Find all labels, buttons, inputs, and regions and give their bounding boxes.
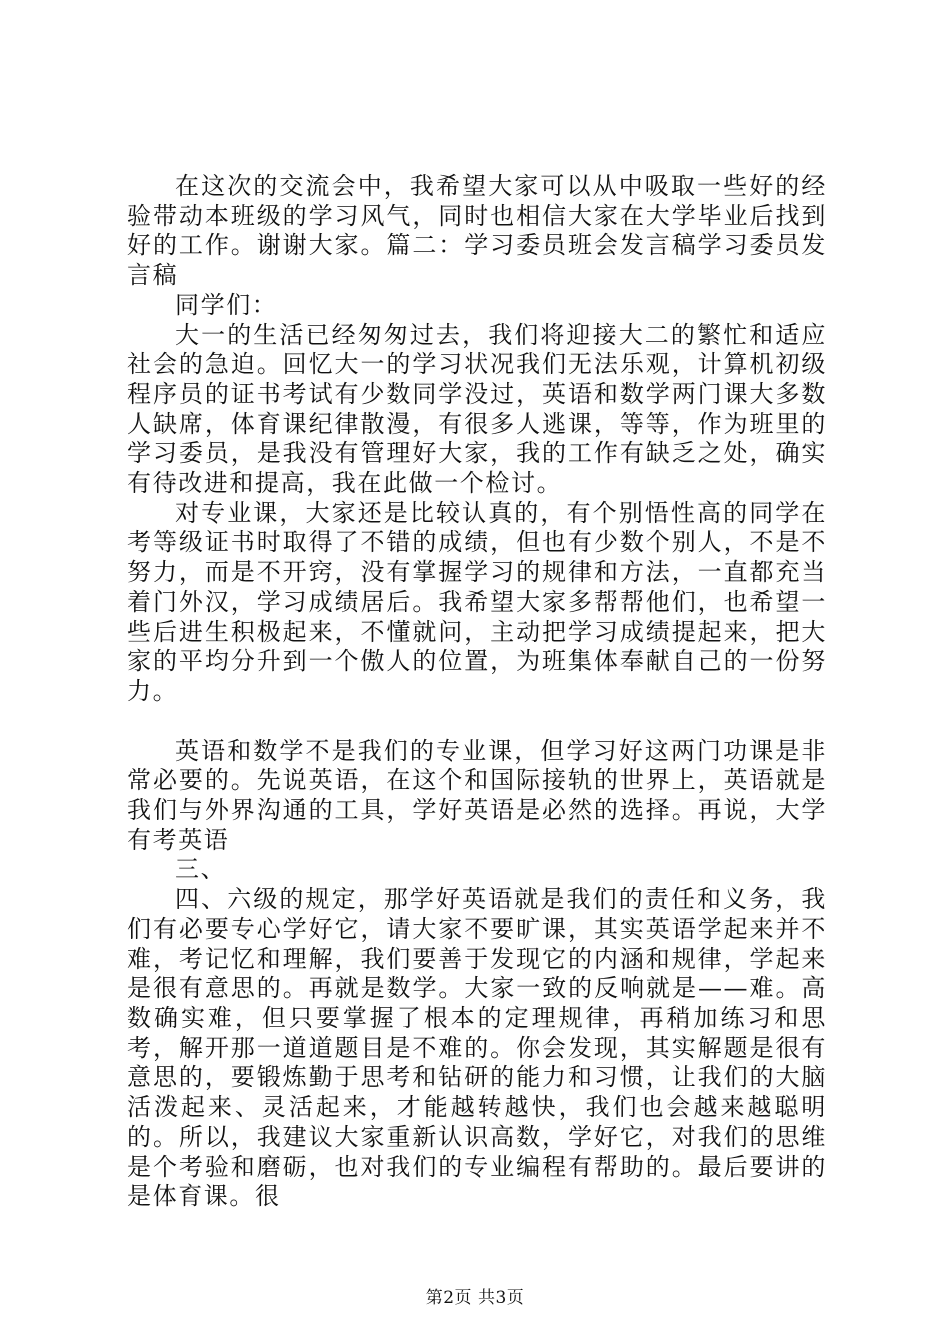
paragraph-major-courses: 对专业课，大家还是比较认真的，有个别悟性高的同学在考等级证书时取得了不错的成绩，但也有少数个别人，不是不努力，而是不开窍，没有掌握学习的规律和方法，一直都充当着门外汉，学习成绩居后。我希望大家多帮帮他们，也希望一些后进生积极起来，不懂就问，主动把学习成绩提起来，把大家的平均分升到一个傲人的位置，为班集体奉献自己的一份努力。 [127,498,827,705]
paragraph-section-three: 三、 [175,855,227,884]
paragraph-first-year-review: 大一的生活已经匆匆过去，我们将迎接大二的繁忙和适应社会的急迫。回忆大一的学习状况我们无法乐观，计算机初级程序员的证书考试有少数同学没过，英语和数学两门课大多数人缺席，体育课纪律散漫，有很多人逃课，等等，作为班里的学习委员，是我没有管理好大家，我的工作有缺乏之处，确实有待改进和提高，我在此做一个检讨。 [127,320,827,498]
paragraph-section-four: 四、六级的规定，那学好英语就是我们的责任和义务，我们有必要专心学好它，请大家不要旷课，其实英语学起来并不难，考记忆和理解，我们要善于发现它的内涵和规律，学起来是很有意思的。再就是数学。大家一致的反响就是——难。高数确实难，但只要掌握了根本的定理规律，再稍加练习和思考，解开那一道道题目是不难的。你会发现，其实解题是很有意思的，要锻炼勤于思考和钻研的能力和习惯，让我们的大脑活泼起来、灵活起来，才能越转越快，我们也会越来越聪明的。所以，我建议大家重新认识高数，学好它，对我们的思维是个考验和磨砺，也对我们的专业编程有帮助的。最后要讲的是体育课。很 [127,885,827,1211]
paragraph-closing-remarks: 在这次的交流会中，我希望大家可以从中吸取一些好的经验带动本班级的学习风气，同时也相信大家在大学毕业后找到好的工作。谢谢大家。篇二：学习委员班会发言稿学习委员发言稿 [127,172,827,290]
page-number-footer: 第2页 共3页 [425,1288,525,1308]
paragraph-english-math: 英语和数学不是我们的专业课，但学习好这两门功课是非常必要的。先说英语，在这个和国际接轨的世界上，英语就是我们与外界沟通的工具，学好英语是必然的选择。再说，大学有考英语 [127,736,827,854]
paragraph-greeting: 同学们： [175,290,278,319]
document-body [127,172,827,1212]
